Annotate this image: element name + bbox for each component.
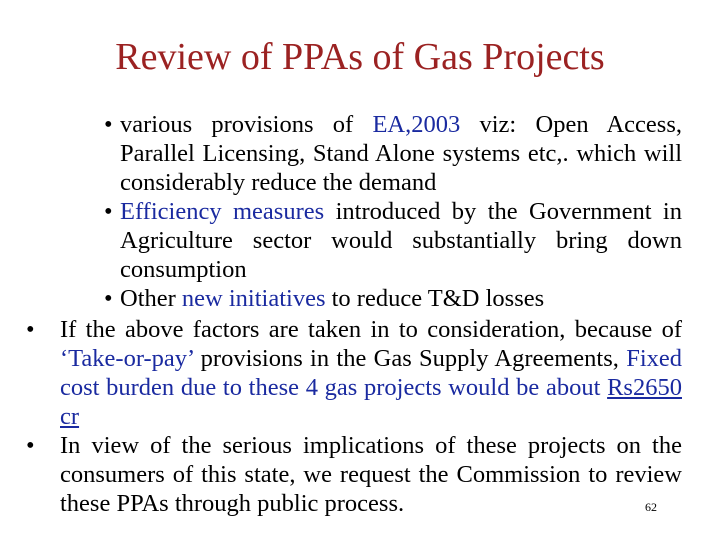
main-bullet-1: • If the above factors are taken in to consideration, because of ‘Take-or-pay’ provisions in the Gas Supply Agreements, Fixed cost burden due to these 4 gas projects would be about Rs2650 cr <box>26 316 682 430</box>
bullet-marker: • <box>104 198 113 225</box>
bullet-marker: • <box>26 316 35 343</box>
slide-title: Review of PPAs of Gas Projects <box>115 36 605 78</box>
sub-bullet-1: • various provisions of EA,2003 viz: Open Access, Parallel Licensing, Stand Alone systems etc,. which will considerably reduce the demand <box>104 111 683 196</box>
sub-bullet-2: • Efficiency measures introduced by the Government in Agriculture sector would substantially bring down consumption <box>104 198 682 283</box>
sub-bullet-3: • Other new initiatives to reduce T&D losses <box>104 285 545 312</box>
page-number: 62 <box>645 500 657 514</box>
bullet-marker: • <box>104 111 113 138</box>
highlight-new-initiatives: new initiatives <box>181 285 326 312</box>
bullet-marker: • <box>104 285 113 312</box>
highlight-take-or-pay: ‘Take-or-pay’ <box>60 345 194 372</box>
bullet-marker: • <box>26 432 35 459</box>
highlight-efficiency-measures: Efficiency measures <box>120 198 325 225</box>
highlight-rs2650-cr: Rs2650 cr <box>60 374 682 430</box>
main-bullet-2: • In view of the serious implications of these projects on the consumers of this state, we request the Commission to review these PPAs through public process. <box>26 432 682 517</box>
highlight-ea-2003: EA,2003 <box>372 111 461 138</box>
highlight-fixed-cost: Fixed cost burden due to these 4 gas <box>60 345 682 401</box>
